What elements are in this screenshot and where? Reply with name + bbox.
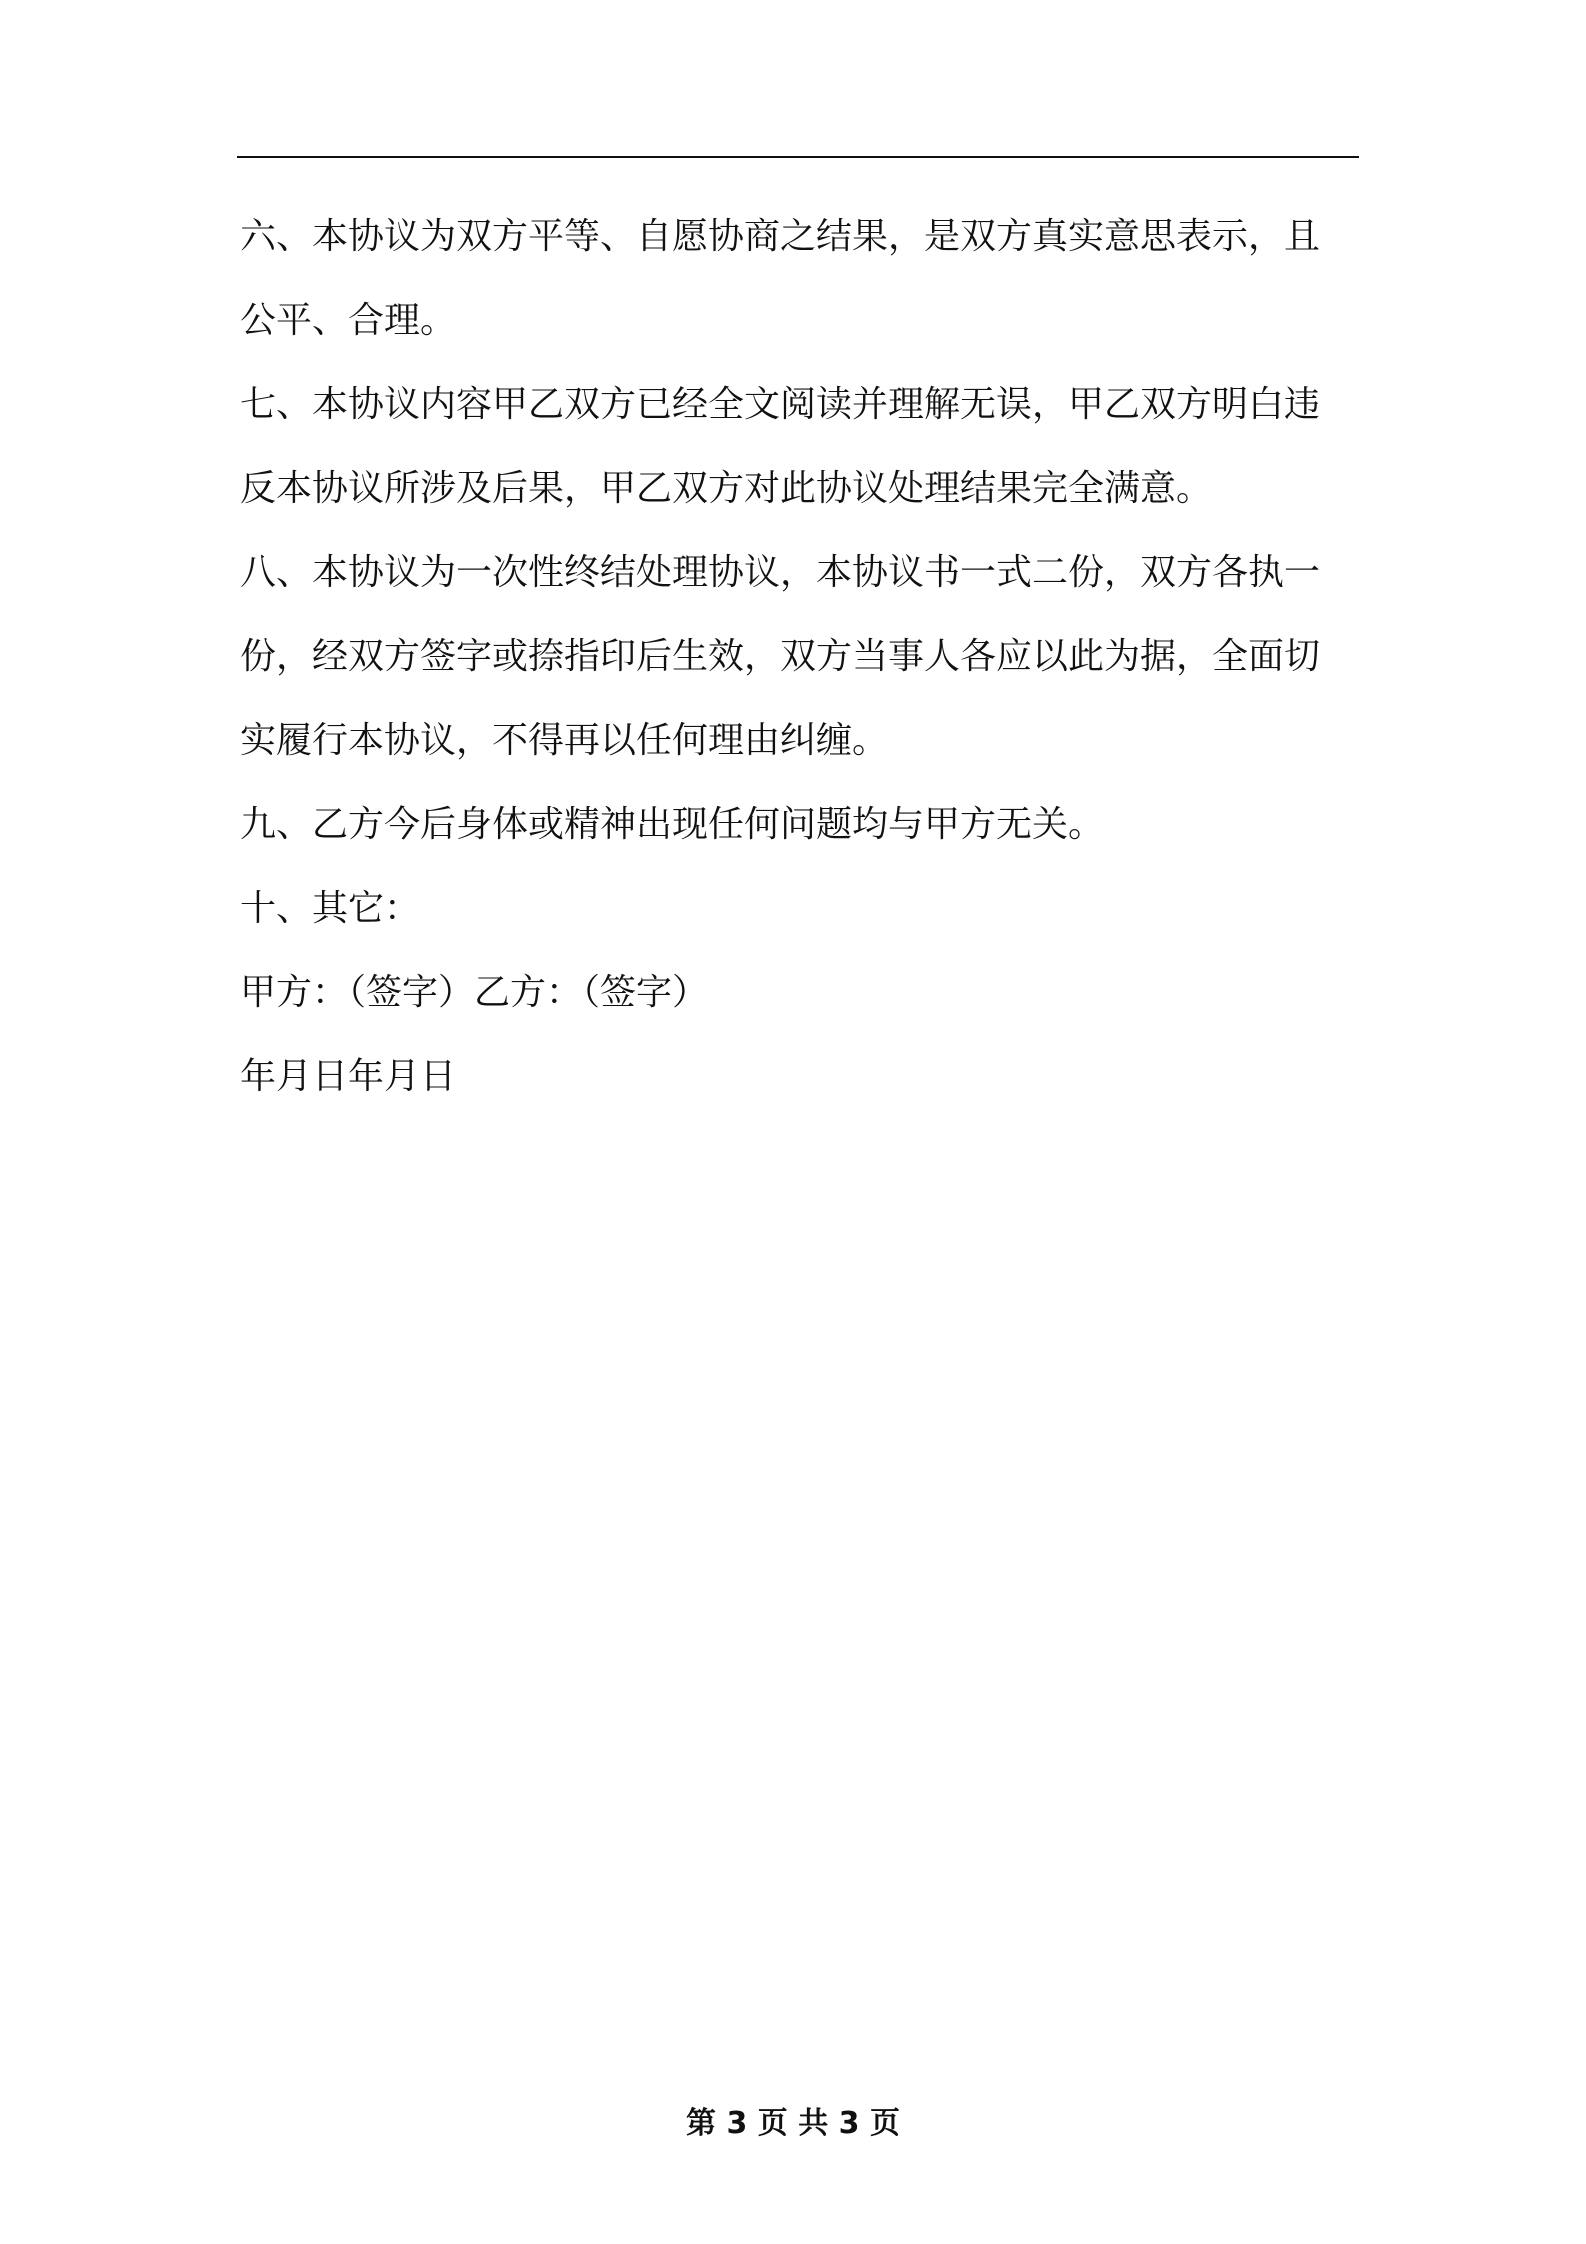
document-body	[240, 195, 1360, 1119]
clause-six-line-1: 六、本协议为双方平等、自愿协商之结果，是双方真实意思表示，且	[240, 216, 1321, 257]
clause-nine: 九、乙方今后身体或精神出现任何问题均与甲方无关。	[240, 804, 1105, 845]
page-footer: 第 3 页 共 3 页	[686, 2106, 900, 2141]
clause-eight-line-1: 八、本协议为一次性终结处理协议，本协议书一式二份，双方各执一	[240, 552, 1321, 593]
date-line: 年月日年月日	[240, 1056, 457, 1097]
clause-six-line-2: 公平、合理。	[240, 300, 457, 341]
header-rule	[237, 156, 1359, 158]
clause-seven-line-2: 反本协议所涉及后果，甲乙双方对此协议处理结果完全满意。	[240, 468, 1213, 509]
clause-eight-line-2: 份，经双方签字或捺指印后生效，双方当事人各应以此为据，全面切	[240, 636, 1321, 677]
clause-eight-line-3: 实履行本协议，不得再以任何理由纠缠。	[240, 720, 889, 761]
signature-line: 甲方：（签字）乙方：（签字）	[240, 972, 709, 1013]
clause-seven-line-1: 七、本协议内容甲乙双方已经全文阅读并理解无误，甲乙双方明白违	[240, 384, 1321, 425]
clause-ten: 十、其它：	[240, 888, 421, 929]
